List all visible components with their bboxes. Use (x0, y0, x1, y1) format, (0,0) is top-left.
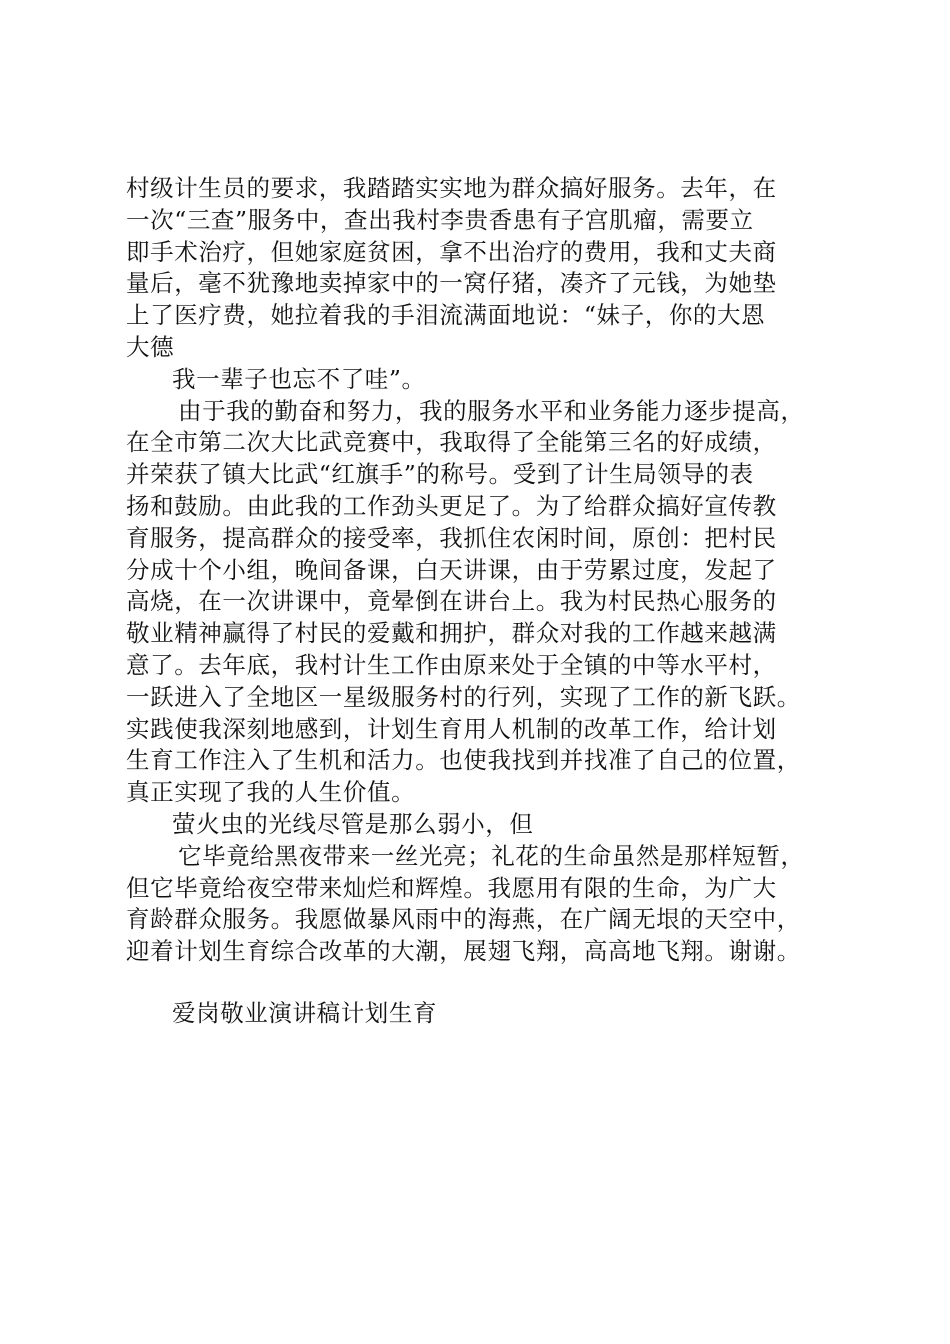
text-line: 一跃进入了全地区一星级服务村的行列，实现了工作的新飞跃。 (126, 682, 801, 711)
footer-title: 爱岗敬业演讲稿计划生育 (172, 998, 438, 1027)
text-line: 萤火虫的光线尽管是那么弱小，但 (172, 809, 534, 838)
text-line: 实践使我深刻地感到，计划生育用人机制的改革工作，给计划 (126, 714, 777, 743)
text-line: 大德 (126, 332, 175, 361)
text-line: 村级计生员的要求，我踏踏实实地为群众搞好服务。去年，在 (126, 174, 777, 202)
text-line: 意了。去年底，我村计生工作由原来处于全镇的中等水平村， (126, 650, 777, 679)
text-line: 扬和鼓励。由此我的工作劲头更足了。为了给群众搞好宣传教 (126, 491, 777, 520)
text-line: 上了医疗费，她拉着我的手泪流满面地说：“妹子，你的大恩 (126, 301, 766, 330)
text-line: 育服务，提高群众的接受率，我抓住农闲时间，原创：把村民 (126, 523, 777, 552)
text-line: 并荣获了镇大比武“红旗手”的称号。受到了计生局领导的表 (126, 460, 754, 489)
paragraph-gap (126, 968, 866, 998)
text-line: 我一辈子也忘不了哇”。 (172, 364, 426, 393)
text-line: 在全市第二次大比武竞赛中，我取得了全能第三名的好成绩， (126, 428, 777, 457)
text-line: 生育工作注入了生机和活力。也使我找到并找准了自己的位置， (126, 746, 801, 775)
text-line: 但它毕竟给夜空带来灿烂和辉煌。我愿用有限的生命，为广大 (126, 873, 777, 902)
text-line: 真正实现了我的人生价值。 (126, 778, 416, 807)
text-line: 敬业精神赢得了村民的爱戴和拥护，群众对我的工作越来越满 (126, 619, 777, 648)
text-line: 它毕竟给黑夜带来一丝光亮；礼花的生命虽然是那样短暂， (178, 841, 805, 870)
text-line: 一次“三查”服务中，查出我村李贵香患有子宫肌瘤，需要立 (126, 205, 754, 234)
text-line: 育龄群众服务。我愿做暴风雨中的海燕，在广阔无垠的天空中， (126, 905, 801, 934)
speech-text (126, 173, 866, 1030)
text-line: 迎着计划生育综合改革的大潮，展翅飞翔，高高地飞翔。谢谢。 (126, 937, 801, 966)
text-line: 分成十个小组，晚间备课，白天讲课，由于劳累过度，发起了 (126, 555, 777, 584)
text-line: 由于我的勤奋和努力，我的服务水平和业务能力逐步提高， (178, 396, 805, 425)
text-line: 高烧，在一次讲课中，竟晕倒在讲台上。我为村民热心服务的 (126, 587, 777, 616)
text-line: 即手术治疗，但她家庭贫困，拿不出治疗的费用，我和丈夫商 (126, 237, 777, 266)
text-line: 量后，毫不犹豫地卖掉家中的一窝仔猪，凑齐了元钱，为她垫 (126, 269, 777, 298)
